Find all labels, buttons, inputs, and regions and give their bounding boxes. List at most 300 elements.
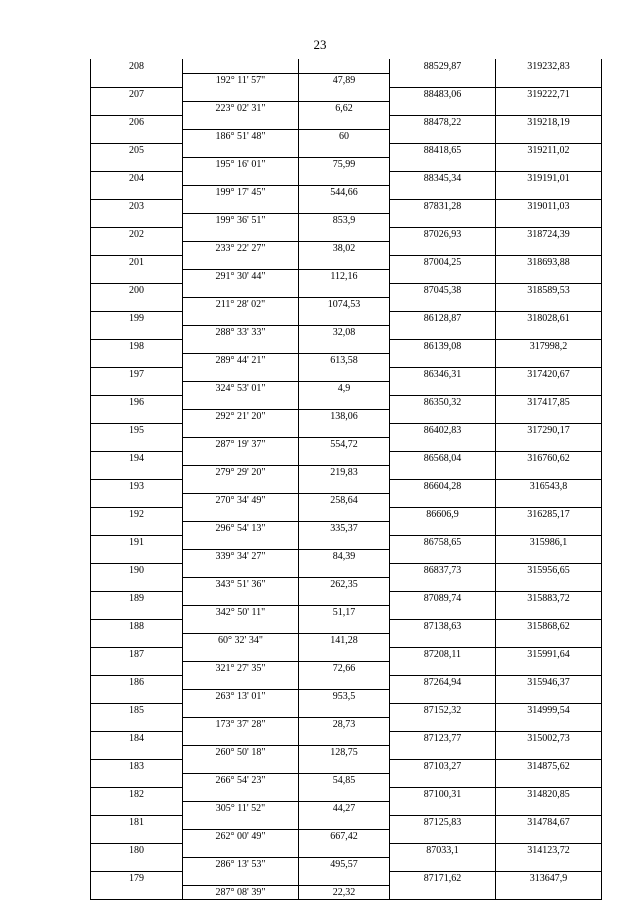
direction-angle-cell: 343° 51' 36" — [183, 577, 299, 591]
y-coordinate-cell: 317417,85 — [496, 395, 602, 409]
empty-cell — [390, 857, 496, 871]
empty-cell — [299, 87, 390, 101]
y-coordinate-cell: 317420,67 — [496, 367, 602, 381]
point-number-cell: 182 — [91, 787, 183, 801]
segment-length-cell: 138,06 — [299, 409, 390, 423]
empty-cell — [299, 59, 390, 73]
point-number-cell: 201 — [91, 255, 183, 269]
y-coordinate-cell: 315946,37 — [496, 675, 602, 689]
y-coordinate-cell: 319232,83 — [496, 59, 602, 73]
table-row-segment — [91, 661, 602, 675]
empty-cell — [496, 577, 602, 591]
table-row-point — [91, 283, 602, 297]
empty-cell — [299, 423, 390, 437]
table-row-point — [91, 59, 602, 73]
empty-cell — [91, 213, 183, 227]
table-row-segment — [91, 745, 602, 759]
empty-cell — [91, 73, 183, 87]
empty-cell — [183, 675, 299, 689]
segment-length-cell: 44,27 — [299, 801, 390, 815]
table-row-segment — [91, 493, 602, 507]
direction-angle-cell: 223° 02' 31" — [183, 101, 299, 115]
coordinates-table-container — [90, 59, 601, 900]
empty-cell — [390, 689, 496, 703]
segment-length-cell: 4,9 — [299, 381, 390, 395]
empty-cell — [91, 661, 183, 675]
segment-length-cell: 219,83 — [299, 465, 390, 479]
direction-angle-cell: 342° 50' 11" — [183, 605, 299, 619]
table-row-point — [91, 171, 602, 185]
empty-cell — [496, 73, 602, 87]
table-row-segment — [91, 549, 602, 563]
y-coordinate-cell: 319218,19 — [496, 115, 602, 129]
segment-length-cell: 22,32 — [299, 885, 390, 900]
table-row-point — [91, 619, 602, 633]
x-coordinate-cell: 87831,28 — [390, 199, 496, 213]
empty-cell — [183, 395, 299, 409]
segment-length-cell: 28,73 — [299, 717, 390, 731]
empty-cell — [299, 395, 390, 409]
empty-cell — [496, 829, 602, 843]
table-row-segment — [91, 241, 602, 255]
empty-cell — [91, 857, 183, 871]
point-number-cell: 195 — [91, 423, 183, 437]
empty-cell — [91, 577, 183, 591]
empty-cell — [91, 717, 183, 731]
empty-cell — [183, 59, 299, 73]
empty-cell — [299, 507, 390, 521]
table-row-point — [91, 115, 602, 129]
empty-cell — [496, 661, 602, 675]
empty-cell — [91, 773, 183, 787]
table-row-point — [91, 451, 602, 465]
empty-cell — [183, 423, 299, 437]
empty-cell — [183, 87, 299, 101]
empty-cell — [496, 465, 602, 479]
empty-cell — [183, 479, 299, 493]
empty-cell — [91, 745, 183, 759]
point-number-cell: 197 — [91, 367, 183, 381]
x-coordinate-cell: 87026,93 — [390, 227, 496, 241]
y-coordinate-cell: 314784,67 — [496, 815, 602, 829]
table-row-point — [91, 703, 602, 717]
table-row-segment — [91, 857, 602, 871]
y-coordinate-cell: 314820,85 — [496, 787, 602, 801]
segment-length-cell: 141,28 — [299, 633, 390, 647]
point-number-cell: 179 — [91, 871, 183, 885]
direction-angle-cell: 262° 00' 49" — [183, 829, 299, 843]
empty-cell — [299, 871, 390, 885]
segment-length-cell: 60 — [299, 129, 390, 143]
empty-cell — [91, 297, 183, 311]
y-coordinate-cell: 319011,03 — [496, 199, 602, 213]
table-row-segment — [91, 465, 602, 479]
empty-cell — [91, 409, 183, 423]
empty-cell — [183, 759, 299, 773]
empty-cell — [496, 325, 602, 339]
empty-cell — [299, 759, 390, 773]
y-coordinate-cell: 314123,72 — [496, 843, 602, 857]
empty-cell — [299, 675, 390, 689]
empty-cell — [496, 549, 602, 563]
empty-cell — [496, 745, 602, 759]
table-row-point — [91, 367, 602, 381]
empty-cell — [183, 255, 299, 269]
direction-angle-cell: 287° 08' 39" — [183, 885, 299, 900]
empty-cell — [183, 535, 299, 549]
direction-angle-cell: 266° 54' 23" — [183, 773, 299, 787]
point-number-cell: 196 — [91, 395, 183, 409]
x-coordinate-cell: 87125,83 — [390, 815, 496, 829]
empty-cell — [91, 801, 183, 815]
empty-cell — [183, 171, 299, 185]
segment-length-cell: 495,57 — [299, 857, 390, 871]
segment-length-cell: 258,64 — [299, 493, 390, 507]
direction-angle-cell: 288° 33' 33" — [183, 325, 299, 339]
empty-cell — [390, 829, 496, 843]
x-coordinate-cell: 86139,08 — [390, 339, 496, 353]
empty-cell — [183, 815, 299, 829]
segment-length-cell: 32,08 — [299, 325, 390, 339]
direction-angle-cell: 233° 22' 27" — [183, 241, 299, 255]
empty-cell — [390, 605, 496, 619]
empty-cell — [496, 857, 602, 871]
direction-angle-cell: 287° 19' 37" — [183, 437, 299, 451]
x-coordinate-cell: 86758,65 — [390, 535, 496, 549]
empty-cell — [183, 143, 299, 157]
empty-cell — [390, 549, 496, 563]
table-row-segment — [91, 353, 602, 367]
y-coordinate-cell: 315956,65 — [496, 563, 602, 577]
empty-cell — [390, 157, 496, 171]
table-row-segment — [91, 689, 602, 703]
empty-cell — [91, 437, 183, 451]
empty-cell — [496, 241, 602, 255]
direction-angle-cell: 195° 16' 01" — [183, 157, 299, 171]
empty-cell — [299, 591, 390, 605]
table-row-point — [91, 731, 602, 745]
point-number-cell: 186 — [91, 675, 183, 689]
point-number-cell: 190 — [91, 563, 183, 577]
empty-cell — [299, 227, 390, 241]
table-row-point — [91, 423, 602, 437]
empty-cell — [299, 451, 390, 465]
table-row-point — [91, 563, 602, 577]
point-number-cell: 189 — [91, 591, 183, 605]
empty-cell — [91, 689, 183, 703]
y-coordinate-cell: 315002,73 — [496, 731, 602, 745]
empty-cell — [183, 871, 299, 885]
empty-cell — [91, 521, 183, 535]
table-row-segment — [91, 717, 602, 731]
table-row-point — [91, 255, 602, 269]
y-coordinate-cell: 317290,17 — [496, 423, 602, 437]
direction-angle-cell: 199° 36' 51" — [183, 213, 299, 227]
empty-cell — [390, 493, 496, 507]
empty-cell — [299, 535, 390, 549]
empty-cell — [299, 703, 390, 717]
table-row-segment — [91, 157, 602, 171]
empty-cell — [390, 73, 496, 87]
table-row-point — [91, 535, 602, 549]
segment-length-cell: 613,58 — [299, 353, 390, 367]
x-coordinate-cell: 88529,87 — [390, 59, 496, 73]
empty-cell — [390, 409, 496, 423]
segment-length-cell: 262,35 — [299, 577, 390, 591]
segment-length-cell: 6,62 — [299, 101, 390, 115]
table-row-point — [91, 787, 602, 801]
point-number-cell: 191 — [91, 535, 183, 549]
empty-cell — [299, 815, 390, 829]
direction-angle-cell: 263° 13' 01" — [183, 689, 299, 703]
x-coordinate-cell: 86346,31 — [390, 367, 496, 381]
empty-cell — [496, 353, 602, 367]
table-row-segment — [91, 73, 602, 87]
point-number-cell: 193 — [91, 479, 183, 493]
direction-angle-cell: 324° 53' 01" — [183, 381, 299, 395]
y-coordinate-cell: 317998,2 — [496, 339, 602, 353]
y-coordinate-cell: 318724,39 — [496, 227, 602, 241]
empty-cell — [390, 129, 496, 143]
segment-length-cell: 853,9 — [299, 213, 390, 227]
empty-cell — [183, 199, 299, 213]
direction-angle-cell: 260° 50' 18" — [183, 745, 299, 759]
point-number-cell: 199 — [91, 311, 183, 325]
x-coordinate-cell: 87004,25 — [390, 255, 496, 269]
point-number-cell: 200 — [91, 283, 183, 297]
direction-angle-cell: 186° 51' 48" — [183, 129, 299, 143]
empty-cell — [299, 367, 390, 381]
empty-cell — [496, 521, 602, 535]
table-row-segment — [91, 297, 602, 311]
empty-cell — [183, 563, 299, 577]
empty-cell — [496, 409, 602, 423]
point-number-cell: 207 — [91, 87, 183, 101]
y-coordinate-cell: 318589,53 — [496, 283, 602, 297]
empty-cell — [496, 493, 602, 507]
table-row-point — [91, 759, 602, 773]
empty-cell — [496, 885, 602, 900]
empty-cell — [496, 381, 602, 395]
empty-cell — [496, 773, 602, 787]
x-coordinate-cell: 86604,28 — [390, 479, 496, 493]
x-coordinate-cell: 87100,31 — [390, 787, 496, 801]
empty-cell — [183, 339, 299, 353]
empty-cell — [390, 101, 496, 115]
empty-cell — [299, 843, 390, 857]
point-number-cell: 183 — [91, 759, 183, 773]
table-row-segment — [91, 185, 602, 199]
table-row-point — [91, 675, 602, 689]
empty-cell — [390, 325, 496, 339]
direction-angle-cell: 60° 32' 34" — [183, 633, 299, 647]
x-coordinate-cell: 87208,11 — [390, 647, 496, 661]
y-coordinate-cell: 314999,54 — [496, 703, 602, 717]
x-coordinate-cell: 86837,73 — [390, 563, 496, 577]
empty-cell — [299, 283, 390, 297]
empty-cell — [390, 885, 496, 900]
empty-cell — [91, 185, 183, 199]
empty-cell — [496, 157, 602, 171]
x-coordinate-cell: 87152,32 — [390, 703, 496, 717]
point-number-cell: 188 — [91, 619, 183, 633]
point-number-cell: 185 — [91, 703, 183, 717]
table-row-segment — [91, 801, 602, 815]
empty-cell — [390, 381, 496, 395]
table-row-point — [91, 507, 602, 521]
empty-cell — [91, 605, 183, 619]
segment-length-cell: 38,02 — [299, 241, 390, 255]
empty-cell — [183, 283, 299, 297]
segment-length-cell: 554,72 — [299, 437, 390, 451]
empty-cell — [496, 633, 602, 647]
table-row-point — [91, 591, 602, 605]
empty-cell — [390, 437, 496, 451]
segment-length-cell: 953,5 — [299, 689, 390, 703]
empty-cell — [91, 381, 183, 395]
y-coordinate-cell: 319222,71 — [496, 87, 602, 101]
empty-cell — [390, 297, 496, 311]
empty-cell — [299, 143, 390, 157]
empty-cell — [91, 829, 183, 843]
x-coordinate-cell: 87045,38 — [390, 283, 496, 297]
segment-length-cell: 112,16 — [299, 269, 390, 283]
empty-cell — [91, 325, 183, 339]
empty-cell — [496, 437, 602, 451]
point-number-cell: 194 — [91, 451, 183, 465]
direction-angle-cell: 321° 27' 35" — [183, 661, 299, 675]
empty-cell — [183, 787, 299, 801]
table-row-point — [91, 395, 602, 409]
direction-angle-cell: 199° 17' 45" — [183, 185, 299, 199]
table-row-segment — [91, 633, 602, 647]
y-coordinate-cell: 315868,62 — [496, 619, 602, 633]
table-row-point — [91, 339, 602, 353]
y-coordinate-cell: 319211,02 — [496, 143, 602, 157]
empty-cell — [299, 479, 390, 493]
y-coordinate-cell: 315883,72 — [496, 591, 602, 605]
empty-cell — [390, 185, 496, 199]
point-number-cell: 203 — [91, 199, 183, 213]
empty-cell — [91, 157, 183, 171]
point-number-cell: 206 — [91, 115, 183, 129]
table-row-segment — [91, 437, 602, 451]
y-coordinate-cell: 319191,01 — [496, 171, 602, 185]
empty-cell — [91, 493, 183, 507]
empty-cell — [496, 297, 602, 311]
table-row-point — [91, 871, 602, 885]
table-row-segment — [91, 577, 602, 591]
coordinates-table-body — [91, 59, 602, 900]
empty-cell — [183, 591, 299, 605]
empty-cell — [299, 563, 390, 577]
y-coordinate-cell: 318028,61 — [496, 311, 602, 325]
x-coordinate-cell: 88478,22 — [390, 115, 496, 129]
y-coordinate-cell: 315991,64 — [496, 647, 602, 661]
empty-cell — [390, 661, 496, 675]
table-row-point — [91, 479, 602, 493]
empty-cell — [299, 255, 390, 269]
table-row-segment — [91, 381, 602, 395]
empty-cell — [390, 521, 496, 535]
x-coordinate-cell: 86128,87 — [390, 311, 496, 325]
y-coordinate-cell: 314875,62 — [496, 759, 602, 773]
empty-cell — [299, 619, 390, 633]
direction-angle-cell: 173° 37' 28" — [183, 717, 299, 731]
table-row-segment — [91, 885, 602, 900]
empty-cell — [183, 115, 299, 129]
empty-cell — [496, 213, 602, 227]
empty-cell — [183, 647, 299, 661]
point-number-cell: 187 — [91, 647, 183, 661]
segment-length-cell: 667,42 — [299, 829, 390, 843]
direction-angle-cell: 192° 11' 57" — [183, 73, 299, 87]
x-coordinate-cell: 86402,83 — [390, 423, 496, 437]
point-number-cell: 202 — [91, 227, 183, 241]
direction-angle-cell: 305° 11' 52" — [183, 801, 299, 815]
table-row-segment — [91, 101, 602, 115]
empty-cell — [299, 115, 390, 129]
empty-cell — [496, 689, 602, 703]
empty-cell — [183, 731, 299, 745]
empty-cell — [390, 717, 496, 731]
y-coordinate-cell: 316760,62 — [496, 451, 602, 465]
empty-cell — [183, 367, 299, 381]
empty-cell — [390, 213, 496, 227]
empty-cell — [299, 339, 390, 353]
x-coordinate-cell: 87033,1 — [390, 843, 496, 857]
point-number-cell: 181 — [91, 815, 183, 829]
y-coordinate-cell: 318693,88 — [496, 255, 602, 269]
empty-cell — [390, 577, 496, 591]
segment-length-cell: 75,99 — [299, 157, 390, 171]
segment-length-cell: 84,39 — [299, 549, 390, 563]
table-row-point — [91, 227, 602, 241]
table-row-segment — [91, 605, 602, 619]
table-row-segment — [91, 409, 602, 423]
empty-cell — [496, 101, 602, 115]
empty-cell — [91, 129, 183, 143]
empty-cell — [496, 129, 602, 143]
direction-angle-cell: 270° 34' 49" — [183, 493, 299, 507]
segment-length-cell: 54,85 — [299, 773, 390, 787]
table-row-segment — [91, 521, 602, 535]
x-coordinate-cell: 86350,32 — [390, 395, 496, 409]
empty-cell — [299, 787, 390, 801]
direction-angle-cell: 289° 44' 21" — [183, 353, 299, 367]
empty-cell — [91, 101, 183, 115]
direction-angle-cell: 279° 29' 20" — [183, 465, 299, 479]
empty-cell — [299, 311, 390, 325]
empty-cell — [390, 465, 496, 479]
point-number-cell: 208 — [91, 59, 183, 73]
empty-cell — [390, 241, 496, 255]
empty-cell — [390, 745, 496, 759]
table-row-point — [91, 311, 602, 325]
empty-cell — [390, 633, 496, 647]
table-row-segment — [91, 829, 602, 843]
empty-cell — [390, 269, 496, 283]
segment-length-cell: 544,66 — [299, 185, 390, 199]
point-number-cell: 192 — [91, 507, 183, 521]
x-coordinate-cell: 88418,65 — [390, 143, 496, 157]
page-number: 23 — [313, 37, 327, 52]
y-coordinate-cell: 316543,8 — [496, 479, 602, 493]
empty-cell — [299, 199, 390, 213]
segment-length-cell: 1074,53 — [299, 297, 390, 311]
empty-cell — [183, 227, 299, 241]
empty-cell — [496, 717, 602, 731]
